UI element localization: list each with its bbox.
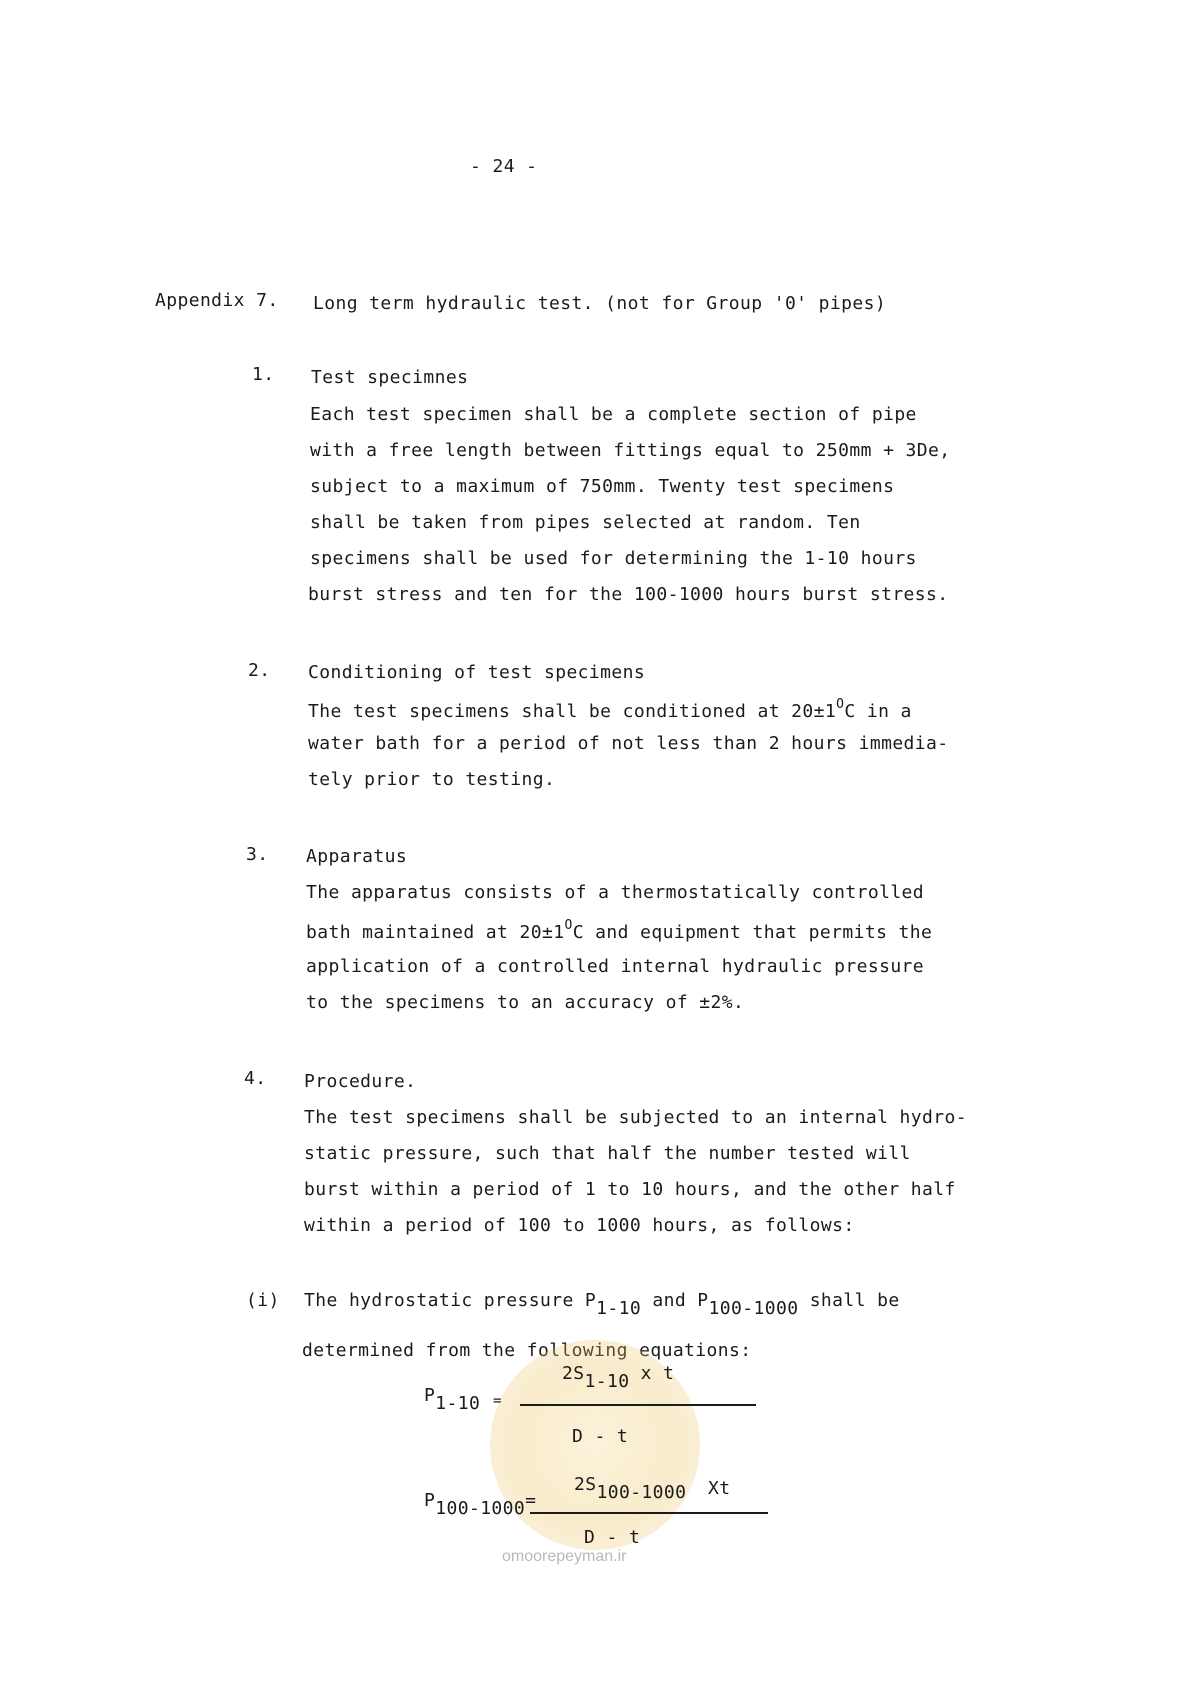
page-number: - 24 -	[470, 156, 538, 177]
item-i-sub-1: 1-10	[596, 1298, 642, 1319]
degree-symbol: O	[564, 918, 573, 933]
eq1-lhs	[424, 1385, 480, 1414]
eq1-num-a: 2S	[562, 1363, 585, 1384]
appendix-title: Long term hydraulic test. (not for Group '0' pipes)	[313, 293, 887, 314]
section-1-line: burst stress and ten for the 100-1000 hours burst stress.	[308, 584, 949, 605]
appendix-label: Appendix 7.	[155, 290, 279, 311]
section-3-line: bath maintained at $20\pm 1^OC$ and equipment that permits the	[306, 918, 933, 943]
eq2-fraction-bar	[530, 1512, 768, 1514]
item-i-label: (i)	[246, 1290, 280, 1311]
section-4-line: static pressure, such that half the number tested will	[304, 1143, 911, 1164]
eq2-numerator	[574, 1474, 686, 1503]
section-3-number: 3.	[246, 844, 269, 865]
section-1-heading: Test specimnes	[311, 367, 469, 388]
item-i-text-c: shall be	[798, 1290, 900, 1311]
section-1-line: subject to a maximum of 750mm. Twenty test specimens	[310, 476, 895, 497]
item-i-sub-2: 100-1000	[708, 1298, 799, 1319]
section-2-line: water bath for a period of not less than 2 hours immedia-	[308, 733, 949, 754]
eq1-equals: =	[493, 1393, 502, 1409]
section-4-line: burst within a period of 1 to 10 hours, and the other half	[304, 1179, 956, 1200]
eq1-num-b: x t	[629, 1363, 675, 1384]
eq1-denominator: D - t	[572, 1426, 629, 1447]
eq2-num-sub: 100-1000	[596, 1482, 687, 1503]
section-1-line: specimens shall be used for determining the 1-10 hours	[310, 548, 917, 569]
eq1-numerator	[562, 1363, 674, 1392]
eq1-num-sub: 1-10	[584, 1371, 630, 1392]
item-i-line-1	[304, 1290, 900, 1319]
eq2-num-b: Xt	[708, 1478, 731, 1499]
section-2-heading: Conditioning of test specimens	[308, 662, 646, 683]
item-i-text-b: and P	[641, 1290, 709, 1311]
section-1-line: with a free length between fittings equal to 250mm + 3De,	[310, 440, 951, 461]
section-1-line: Each test specimen shall be a complete section of pipe	[310, 404, 917, 425]
section-2-line: The test specimens shall be conditioned at $20\pm 1^OC$ in a	[308, 697, 912, 722]
degree-symbol: O	[836, 697, 845, 712]
watermark-text: omoorepeyman.ir	[502, 1548, 627, 1565]
section-4-line: within a period of 100 to 1000 hours, as follows:	[304, 1215, 855, 1236]
section-2-number: 2.	[248, 660, 271, 681]
section-3-line: application of a controlled internal hydraulic pressure	[306, 956, 925, 977]
section-3-line: to the specimens to an accuracy of ±2%.	[306, 992, 745, 1013]
section-4-number: 4.	[244, 1068, 267, 1089]
section-4-heading: Procedure.	[304, 1071, 417, 1092]
eq2-denominator: D - t	[584, 1527, 641, 1548]
section-2-line: tely prior to testing.	[308, 769, 556, 790]
eq2-equals: =	[525, 1490, 537, 1511]
eq1-lhs-sub: 1-10	[435, 1393, 481, 1414]
section-1-number: 1.	[252, 364, 275, 385]
item-i-line-2: determined from the following equations:	[302, 1340, 752, 1361]
eq1-fraction-bar	[520, 1404, 756, 1406]
section-3-line: The apparatus consists of a thermostatically controlled	[306, 882, 925, 903]
eq2-lhs-sub: 100-1000	[435, 1498, 526, 1519]
item-i-text-a: The hydrostatic pressure P	[304, 1290, 597, 1311]
section-3-heading: Apparatus	[306, 846, 408, 867]
section-1-line: shall be taken from pipes selected at random. Ten	[310, 512, 861, 533]
section-4-line: The test specimens shall be subjected to an internal hydro-	[304, 1107, 967, 1128]
eq2-lhs	[424, 1490, 536, 1519]
eq1-lhs-symbol: P	[424, 1385, 436, 1406]
eq2-num-a: 2S	[574, 1474, 597, 1495]
eq2-lhs-symbol: P	[424, 1490, 436, 1511]
